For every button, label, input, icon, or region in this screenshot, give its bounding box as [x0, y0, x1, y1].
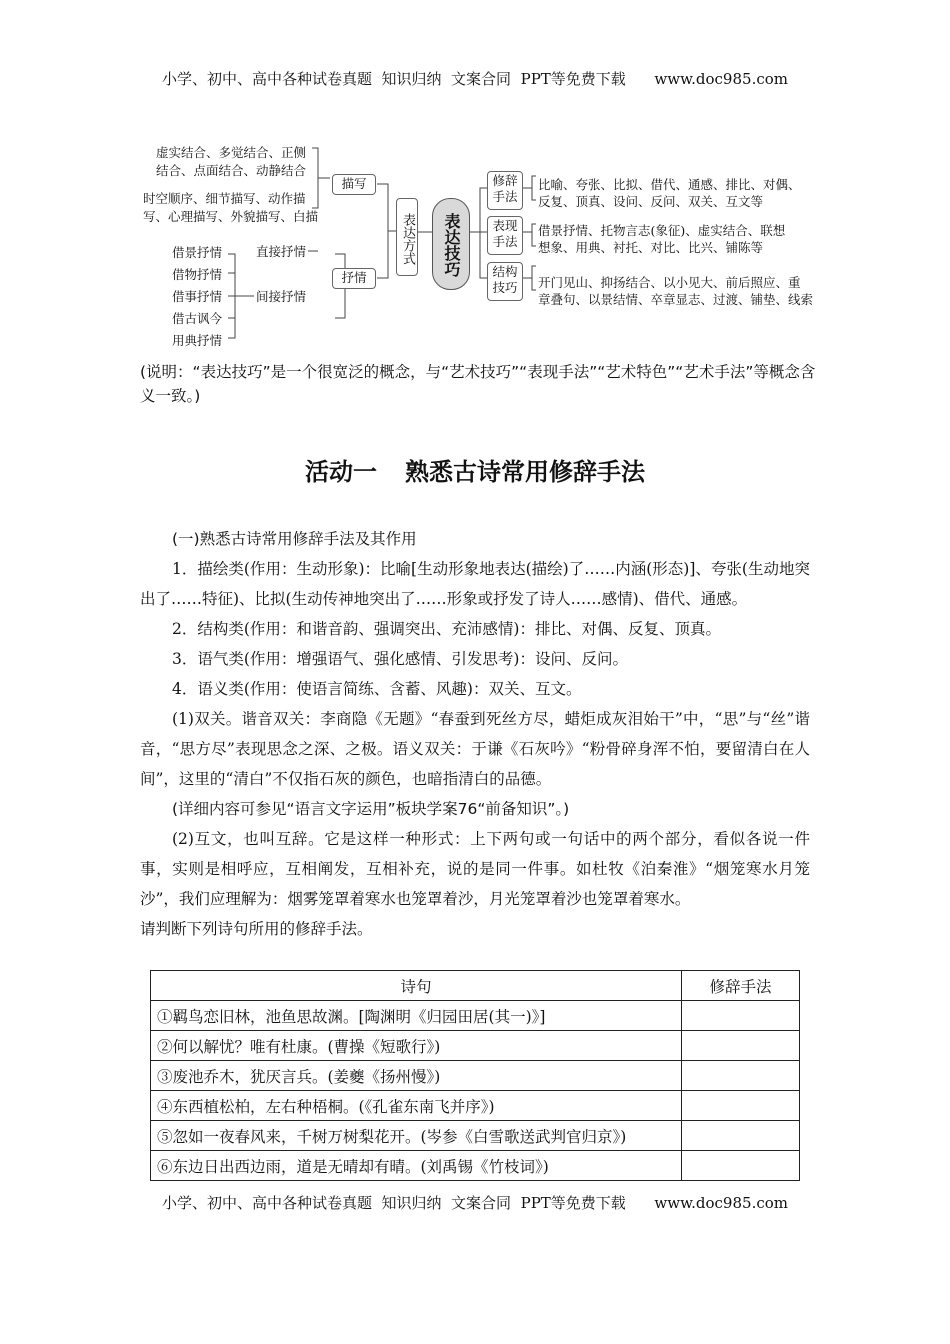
expression-box: 表现手法	[487, 216, 523, 255]
poem-cell: ①羁鸟恋旧林，池鱼思故渊。[陶渊明《归园田居(其一)》]	[151, 1001, 682, 1031]
expression-techniques-mindmap	[140, 138, 820, 353]
indirect-item-1: 借景抒情	[172, 245, 223, 260]
paragraph-5: (1)双关。谐音双关：李商隐《无题》“春蚕到死丝方尽，蜡炬成灰泪始干”中，“思”与“丝”谐音，“思方尽”表现思念之深、之极。语义双关：于谦《石灰吟》“粉骨碎身浑不怕，要留清白在人间”，这里的“清白”不仅指石灰的颜色，也暗指清白的品德。	[140, 710, 810, 788]
indirect-lyric: 间接抒情	[256, 289, 307, 304]
expression-text-2: 想象、用典、衬托、对比、比兴、铺陈等	[538, 240, 764, 255]
main-content	[140, 524, 810, 944]
note-paragraph: (说明：“表达技巧”是一个很宽泛的概念，与“艺术技巧”“表现手法”“艺术特色”“艺术手法”等概念含义一致。)	[140, 363, 816, 405]
answer-cell[interactable]	[682, 1091, 800, 1121]
table-row	[151, 1061, 800, 1091]
direct-lyric: 直接抒情	[256, 244, 307, 259]
activity-topic: 熟悉古诗常用修辞手法	[405, 458, 645, 486]
structure-text-2: 章叠句、以景结情、卒章显志、过渡、铺垫、线索	[538, 292, 814, 307]
answer-cell[interactable]	[682, 1121, 800, 1151]
table-row	[151, 1031, 800, 1061]
exercise-table	[150, 970, 800, 1181]
page-footer: 小学、初中、高中各种试卷真题 知识归纳 文案合同 PPT等免费下载 www.doc985.com	[161, 1194, 788, 1212]
answer-cell[interactable]	[682, 1001, 800, 1031]
paragraph-3: 3．语气类(作用：增强语气、强化感情、引发思考)：设问、反问。	[172, 650, 628, 668]
indirect-item-3: 借事抒情	[172, 289, 223, 304]
expression-text-1: 借景抒情、托物言志(象征)、虚实结合、联想	[538, 223, 786, 238]
rhetoric-text-1: 比喻、夸张、比拟、借代、通感、排比、对偶、	[538, 177, 801, 192]
activity-title	[0, 452, 950, 487]
biaoda-fangshi-box: 表达方式	[396, 198, 418, 276]
paragraph-2: 2．结构类(作用：和谐音韵、强调突出、充沛感情)：排比、对偶、反复、顶真。	[172, 620, 721, 638]
rhetoric-box: 修辞手法	[487, 171, 523, 210]
miaoxie-item-2: 结合、点面结合、动静结合	[156, 163, 307, 178]
poem-cell: ②何以解忧？唯有杜康。(曹操《短歌行》)	[151, 1031, 682, 1061]
miaoxie-item-4: 写、心理描写、外貌描写、白描	[143, 209, 319, 224]
paragraph-4: 4．语义类(作用：使语言简练、含蓄、风趣)：双关、互文。	[172, 680, 582, 698]
biaoda-jiqiao-center: 表达技巧	[432, 198, 470, 290]
poem-cell: ⑥东边日出西边雨，道是无晴却有晴。(刘禹锡《竹枝词》)	[151, 1151, 682, 1181]
poem-cell: ③废池乔木，犹厌言兵。(姜夔《扬州慢》)	[151, 1061, 682, 1091]
miaoxie-item-1: 虚实结合、多觉结合、正侧	[156, 145, 307, 160]
miaoxie-box: 描写	[332, 174, 376, 195]
paragraph-7: (2)互文，也叫互辞。它是这样一种形式：上下两句或一句话中的两个部分，看似各说一件事，实则是相呼应，互相阐发，互相补充，说的是同一件事。如杜牧《泊秦淮》“烟笼寒水月笼沙”，我们应理解为：烟雾笼罩着寒水也笼罩着沙，月光笼罩着沙也笼罩着寒水。	[140, 830, 810, 908]
activity-label: 活动一	[305, 458, 377, 486]
header-rhetoric: 修辞手法	[682, 971, 800, 1001]
miaoxie-item-3: 时空顺序、细节描写、动作描	[143, 191, 306, 206]
indirect-item-4: 借古讽今	[172, 311, 223, 326]
structure-text-1: 开门见山、抑扬结合、以小见大、前后照应、重	[538, 275, 801, 290]
paragraph-1: 1．描绘类(作用：生动形象)：比喻[生动形象地表达(描绘)了……内涵(形态)]、夸张(生动地突出了……特征)、比拟(生动传神地突出了……形象或抒发了诗人……感情)、借代、通感。	[140, 560, 810, 608]
table-row	[151, 1001, 800, 1031]
paragraph-6: (详细内容可参见“语言文字运用”板块学案76“前备知识”。)	[172, 800, 570, 818]
poem-cell: ⑤忽如一夜春风来，千树万树梨花开。(岑参《白雪歌送武判官归京》)	[151, 1121, 682, 1151]
indirect-item-2: 借物抒情	[172, 267, 223, 282]
table-row	[151, 1091, 800, 1121]
rhetoric-text-2: 反复、顶真、设问、反问、双关、互文等	[538, 194, 764, 209]
shuqing-box: 抒情	[332, 268, 376, 289]
table-row	[151, 1121, 800, 1151]
exercise-prompt: 请判断下列诗句所用的修辞手法。	[140, 920, 373, 938]
section-heading: (一)熟悉古诗常用修辞手法及其作用	[172, 530, 417, 548]
indirect-item-5: 用典抒情	[172, 333, 223, 348]
table-row	[151, 1151, 800, 1181]
poem-cell: ④东西植松柏，左右种梧桐。(《孔雀东南飞并序》)	[151, 1091, 682, 1121]
structure-box: 结构技巧	[487, 262, 523, 301]
answer-cell[interactable]	[682, 1061, 800, 1091]
header-poem: 诗句	[151, 971, 682, 1001]
answer-cell[interactable]	[682, 1031, 800, 1061]
answer-cell[interactable]	[682, 1151, 800, 1181]
table-header-row	[151, 971, 800, 1001]
page-header: 小学、初中、高中各种试卷真题 知识归纳 文案合同 PPT等免费下载 www.doc985.com	[161, 70, 788, 88]
